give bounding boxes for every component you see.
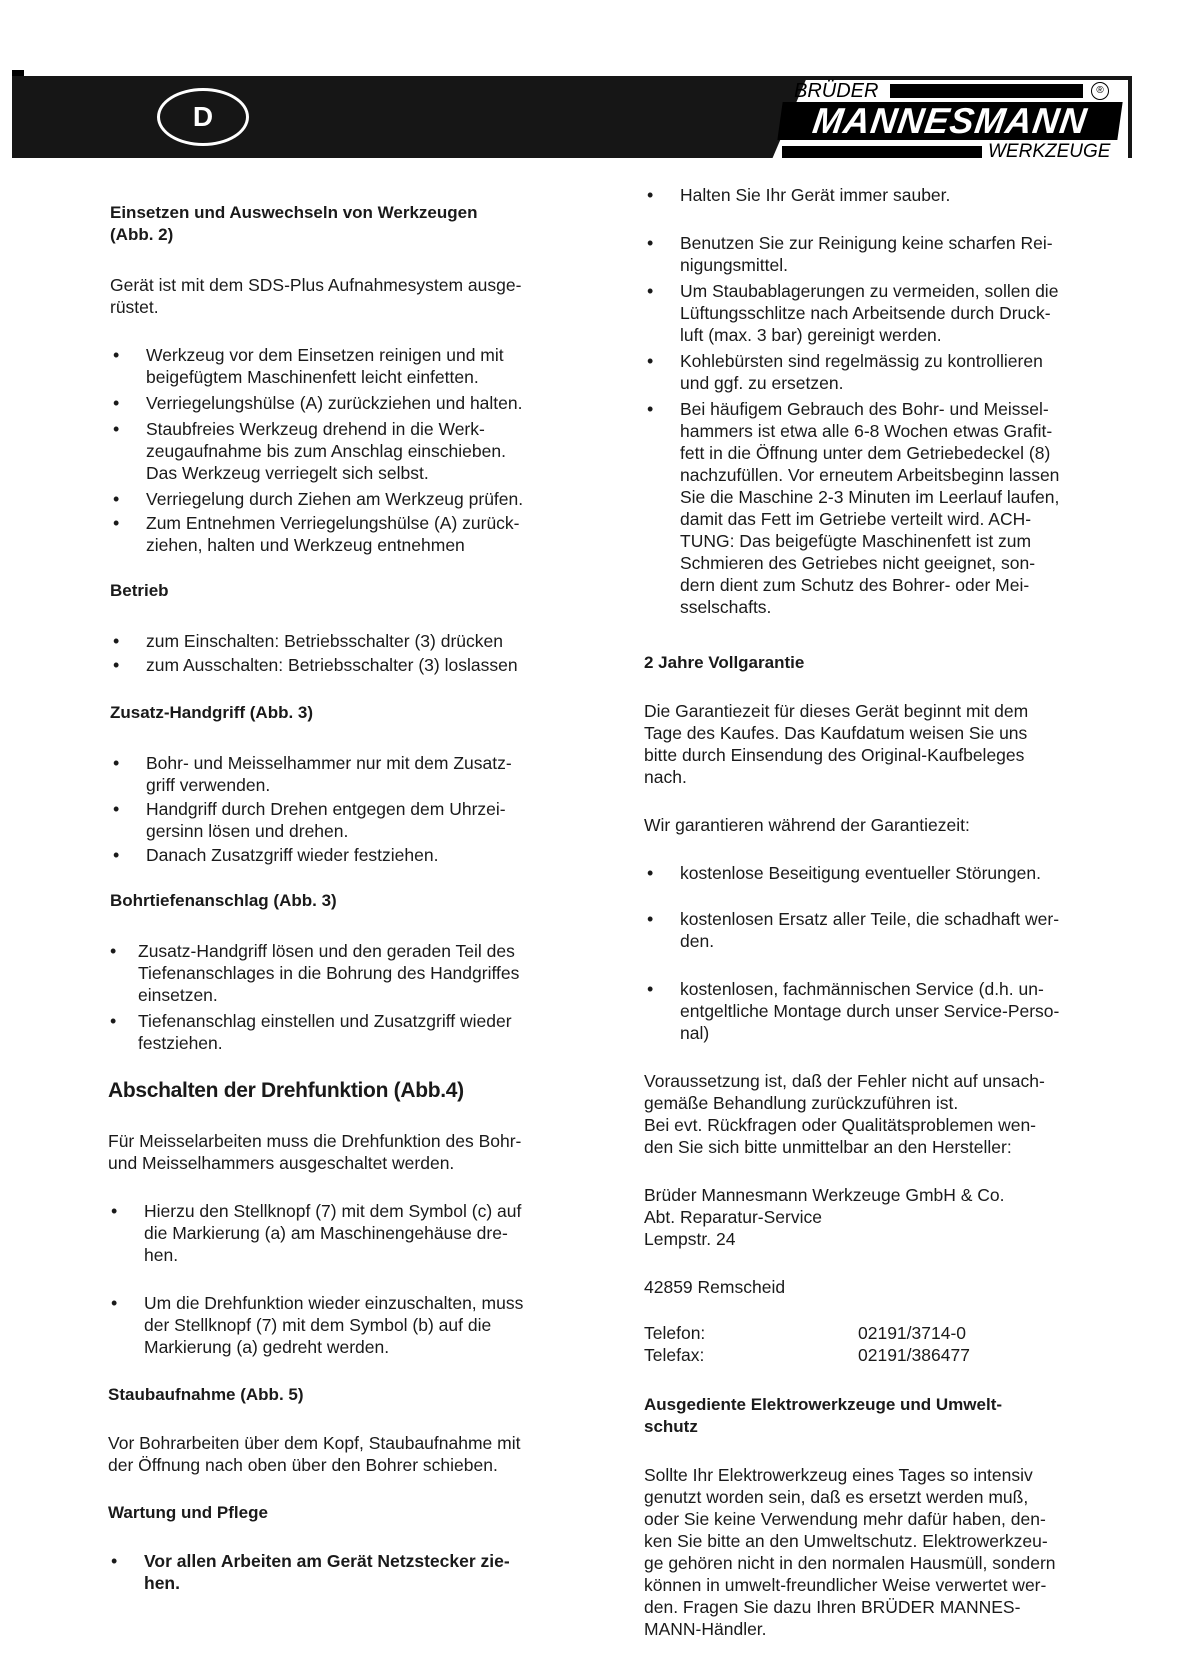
bullet-icon: • xyxy=(647,399,654,419)
list-item-cont: hammers ist etwa alle 6-8 Wochen etwas Grafit- xyxy=(680,421,1053,441)
list-item: • Hierzu den Stellknopf (7) mit dem Symbol (c) auf xyxy=(111,1201,522,1221)
bullet-icon: • xyxy=(113,345,120,365)
country-badge: D xyxy=(157,88,249,146)
list-item-cont: Markierung (a) gedreht werden. xyxy=(144,1337,390,1357)
address-line: Lempstr. 24 xyxy=(644,1229,736,1249)
bullet-icon: • xyxy=(647,909,654,929)
list-item-cont: nigungsmittel. xyxy=(680,255,788,275)
list-item: • Verriegelungshülse (A) zurückziehen und halten. xyxy=(113,393,523,413)
bullet-icon: • xyxy=(113,845,120,865)
list-item: • Tiefenanschlag einstellen und Zusatzgriff wieder xyxy=(110,1011,512,1031)
list-item-cont: beigefügtem Maschinenfett leicht einfetten. xyxy=(146,367,479,387)
bullet-icon: • xyxy=(111,1201,118,1221)
paragraph-line: gemäße Behandlung zurückzuführen ist. xyxy=(644,1093,959,1113)
bullet-icon: • xyxy=(113,393,120,413)
paragraph-line: Tage des Kaufes. Das Kaufdatum weisen Sie uns xyxy=(644,723,1028,743)
list-item: • zum Einschalten: Betriebsschalter (3) drücken xyxy=(113,631,503,651)
paragraph-line: der Öffnung nach oben über den Bohrer schieben. xyxy=(108,1455,498,1475)
paragraph-line: den Sie sich bitte unmittelbar an den Hersteller: xyxy=(644,1137,1012,1157)
section-title-dust: Staubaufnahme (Abb. 5) xyxy=(108,1385,304,1404)
list-item-cont: luft (max. 3 bar) gereinigt werden. xyxy=(680,325,942,345)
bullet-icon: • xyxy=(113,419,120,439)
list-item: • Danach Zusatzgriff wieder festziehen. xyxy=(113,845,439,865)
address-line: Brüder Mannesmann Werkzeuge GmbH & Co. xyxy=(644,1185,1005,1205)
list-item: • zum Ausschalten: Betriebsschalter (3) loslassen xyxy=(113,655,518,675)
section-title-operation: Betrieb xyxy=(110,581,169,600)
list-item: • Zusatz-Handgriff lösen und den geraden Teil des xyxy=(110,941,515,961)
section-title-rotation: Abschalten der Drehfunktion (Abb.4) xyxy=(108,1079,464,1102)
paragraph-line: Gerät ist mit dem SDS-Plus Aufnahmesystem ausge- xyxy=(110,275,522,295)
list-item-cont: Das Werkzeug verriegelt sich selbst. xyxy=(146,463,429,483)
list-item: • Kohlebürsten sind regelmässig zu kontrollieren xyxy=(647,351,1043,371)
paragraph-line: Für Meisselarbeiten muss die Drehfunktion des Bohr- xyxy=(108,1131,522,1151)
list-item-cont: nal) xyxy=(680,1023,710,1043)
list-item-cont: dern dient zum Schutz des Bohrer- oder Mei- xyxy=(680,575,1030,595)
list-item: • Werkzeug vor dem Einsetzen reinigen und mit xyxy=(113,345,504,365)
bullet-icon: • xyxy=(113,513,120,533)
registered-mark: ® xyxy=(1091,82,1109,100)
list-item: • kostenlose Beseitigung eventueller Störungen. xyxy=(647,863,1041,883)
list-item-cont: ziehen, halten und Werkzeug entnehmen xyxy=(146,535,465,555)
list-item-cont: hen. xyxy=(144,1245,179,1265)
paragraph-line: Wir garantieren während der Garantiezeit: xyxy=(644,815,970,835)
list-item-cont: gersinn lösen und drehen. xyxy=(146,821,349,841)
bullet-icon: • xyxy=(647,185,654,205)
list-item-cont: Sie die Maschine 2-3 Minuten im Leerlauf laufen, xyxy=(680,487,1060,507)
bullet-icon: • xyxy=(113,753,120,773)
paragraph-line: ge gehören nicht in den normalen Hausmüll, sondern xyxy=(644,1553,1056,1573)
paragraph-line: den. Fragen Sie dazu Ihren BRÜDER MANNES- xyxy=(644,1597,1021,1617)
list-item-cont: einsetzen. xyxy=(138,985,218,1005)
list-item: • Um Staubablagerungen zu vermeiden, sollen die xyxy=(647,281,1059,301)
bullet-icon: • xyxy=(111,1293,118,1313)
list-item-cont: Tiefenanschlages in die Bohrung des Handgriffes xyxy=(138,963,520,983)
logo-bottom-row xyxy=(770,142,1123,162)
paragraph-line: oder Sie keine Verwendung mehr dafür haben, den- xyxy=(644,1509,1046,1529)
list-item: • Halten Sie Ihr Gerät immer sauber. xyxy=(647,185,951,205)
paragraph-line: und Meisselhammers ausgeschaltet werden. xyxy=(108,1153,455,1173)
phone-value: 02191/3714-0 xyxy=(858,1323,967,1343)
list-item: • Staubfreies Werkzeug drehend in die Werk- xyxy=(113,419,485,439)
bullet-icon: • xyxy=(647,281,654,301)
list-item: • Vor allen Arbeiten am Gerät Netzstecker zie- xyxy=(111,1551,510,1571)
bullet-icon: • xyxy=(113,631,120,651)
logo-brand-top: BRÜDER xyxy=(794,80,879,102)
paragraph-line: Sollte Ihr Elektrowerkzeug eines Tages so intensiv xyxy=(644,1465,1033,1485)
list-item: • Benutzen Sie zur Reinigung keine scharfen Rei- xyxy=(647,233,1053,253)
section-title-tools-ref: (Abb. 2) xyxy=(110,225,174,244)
list-item-cont: die Markierung (a) am Maschinengehäuse dre- xyxy=(144,1223,508,1243)
section-title-depth-stop: Bohrtiefenanschlag (Abb. 3) xyxy=(110,891,337,910)
paragraph-line: genutzt worden sein, daß es ersetzt werden muß, xyxy=(644,1487,1029,1507)
list-item-cont: und ggf. zu ersetzen. xyxy=(680,373,844,393)
list-item-cont: sselschafts. xyxy=(680,597,772,617)
paragraph-line: Bei evt. Rückfragen oder Qualitätsproblemen wen- xyxy=(644,1115,1037,1135)
list-item: • Bei häufigem Gebrauch des Bohr- und Meissel- xyxy=(647,399,1049,419)
paragraph-line: Voraussetzung ist, daß der Fehler nicht auf unsach- xyxy=(644,1071,1045,1091)
fax-value: 02191/386477 xyxy=(858,1345,970,1365)
brand-logo xyxy=(770,80,1128,164)
list-item-cont: griff verwenden. xyxy=(146,775,271,795)
bullet-icon: • xyxy=(647,351,654,371)
list-item: • Verriegelung durch Ziehen am Werkzeug prüfen. xyxy=(113,489,524,509)
paragraph-line: rüstet. xyxy=(110,297,159,317)
list-item: • kostenlosen, fachmännischen Service (d.h. un- xyxy=(647,979,1044,999)
list-item: • Um die Drehfunktion wieder einzuschalten, muss xyxy=(111,1293,524,1313)
paragraph-line: bitte durch Einsendung des Original-Kaufbeleges xyxy=(644,745,1025,765)
paragraph-line: Die Garantiezeit für dieses Gerät beginnt mit dem xyxy=(644,701,1029,721)
bullet-icon: • xyxy=(113,489,120,509)
logo-bar-bottom xyxy=(782,146,982,158)
list-item: • Bohr- und Meisselhammer nur mit dem Zusatz- xyxy=(113,753,512,773)
section-title-maintenance: Wartung und Pflege xyxy=(108,1503,268,1522)
list-item-cont: der Stellknopf (7) mit dem Symbol (b) auf die xyxy=(144,1315,492,1335)
logo-brand-name: MANNESMANN xyxy=(777,102,1122,140)
list-item-cont: Schmieren des Getriebes nicht geeignet, son- xyxy=(680,553,1036,573)
section-title-environment-cont: schutz xyxy=(644,1417,698,1436)
section-title-environment: Ausgediente Elektrowerkzeuge und Umwelt- xyxy=(644,1395,1003,1414)
address-line: 42859 Remscheid xyxy=(644,1277,786,1297)
paragraph-line: MANN-Händler. xyxy=(644,1619,767,1639)
paragraph-line: Vor Bohrarbeiten über dem Kopf, Staubaufnahme mit xyxy=(108,1433,521,1453)
list-item-cont: damit das Fett im Getriebe verteilt wird. ACH- xyxy=(680,509,1032,529)
bullet-icon: • xyxy=(111,1551,118,1571)
list-item-cont: fett in die Öffnung unter dem Getriebedeckel (8) xyxy=(680,443,1051,463)
paragraph-line: ken Sie bitte an den Umweltschutz. Elektrowerkzeu- xyxy=(644,1531,1048,1551)
list-item-cont: TUNG: Das beigefügte Maschinenfett ist zum xyxy=(680,531,1032,551)
list-item: • Zum Entnehmen Verriegelungshülse (A) zurück- xyxy=(113,513,520,533)
phone-label: Telefon: xyxy=(644,1323,706,1343)
list-item-cont: nachzufüllen. Vor erneutem Arbeitsbeginn lassen xyxy=(680,465,1060,485)
paragraph-line: nach. xyxy=(644,767,687,787)
logo-brand-bottom: WERKZEUGE xyxy=(988,141,1111,162)
list-item-cont: zeugaufnahme bis zum Anschlag einschieben. xyxy=(146,441,506,461)
paragraph-line: können in umwelt-freundlicher Weise verwertet wer- xyxy=(644,1575,1047,1595)
bullet-icon: • xyxy=(113,799,120,819)
list-item-cont: entgeltliche Montage durch unser Service-Perso- xyxy=(680,1001,1060,1021)
list-item-cont: Lüftungsschlitze nach Arbeitsende durch Druck- xyxy=(680,303,1051,323)
section-title-handle: Zusatz-Handgriff (Abb. 3) xyxy=(110,703,314,722)
bullet-icon: • xyxy=(647,233,654,253)
bullet-icon: • xyxy=(113,655,120,675)
bullet-icon: • xyxy=(110,941,117,961)
fax-label: Telefax: xyxy=(644,1345,705,1365)
list-item-cont: hen. xyxy=(144,1573,180,1593)
list-item-cont: festziehen. xyxy=(138,1033,223,1053)
bullet-icon: • xyxy=(110,1011,117,1031)
address-line: Abt. Reparatur-Service xyxy=(644,1207,822,1227)
list-item: • Handgriff durch Drehen entgegen dem Uhrzei- xyxy=(113,799,506,819)
list-item: • kostenlosen Ersatz aller Teile, die schadhaft wer- xyxy=(647,909,1060,929)
logo-top-row xyxy=(788,80,1123,102)
bullet-icon: • xyxy=(647,979,654,999)
bullet-icon: • xyxy=(647,863,654,883)
list-item-cont: den. xyxy=(680,931,715,951)
logo-bar-top xyxy=(890,84,1083,98)
section-title-tools: Einsetzen und Auswechseln von Werkzeugen xyxy=(110,203,478,222)
section-title-warranty: 2 Jahre Vollgarantie xyxy=(644,653,805,672)
